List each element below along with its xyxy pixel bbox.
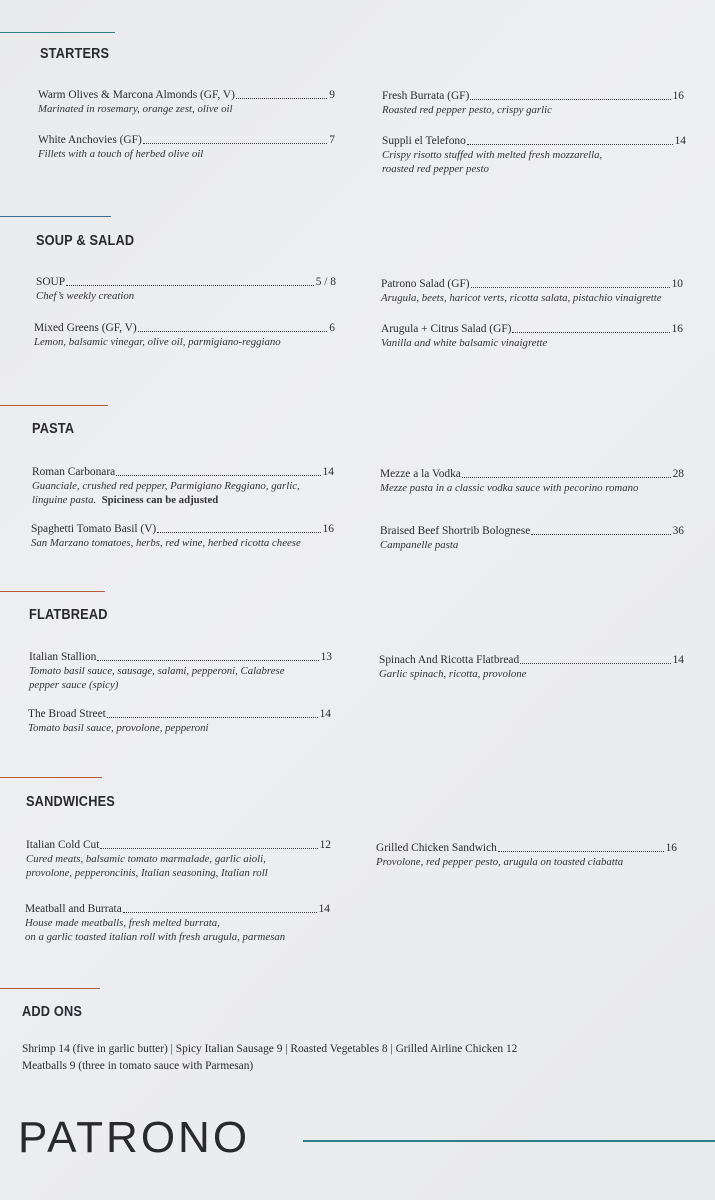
addons-line: Meatballs 9 (three in tomato sauce with Parmesan) <box>22 1060 254 1072</box>
leader-dots <box>467 144 673 145</box>
leader-dots <box>498 851 664 852</box>
leader-dots <box>97 660 318 661</box>
menu-item <box>38 133 335 161</box>
menu-item <box>382 134 686 176</box>
leader-dots <box>100 848 317 849</box>
menu-item <box>26 838 331 880</box>
item-price: 14 <box>672 654 684 666</box>
item-price: 14 <box>674 135 686 147</box>
item-description: on a garlic toasted italian roll with fresh arugula, parmesan <box>25 931 286 943</box>
item-description: Fillets with a touch of herbed olive oil <box>38 148 204 160</box>
item-price: 14 <box>318 903 330 915</box>
section-title-addons: ADD ONS <box>22 1004 83 1020</box>
item-description: Arugula, beets, haricot verts, ricotta salata, pistachio vinaigrette <box>381 292 662 304</box>
item-price: 14 <box>322 466 334 478</box>
item-description: Provolone, red pepper pesto, arugula on toasted ciabatta <box>376 856 624 868</box>
item-description: Tomato basil sauce, provolone, pepperoni <box>28 722 209 734</box>
item-name: White Anchovies (GF) <box>38 134 142 146</box>
leader-dots <box>531 534 670 535</box>
leader-dots <box>462 477 671 478</box>
item-price: 12 <box>319 839 331 851</box>
item-description: Roasted red pepper pesto, crispy garlic <box>382 104 552 116</box>
item-description: Crispy risotto stuffed with melted fresh mozzarella, <box>382 149 603 161</box>
leader-dots <box>66 285 314 286</box>
item-price: 6 <box>329 322 335 334</box>
addons-list <box>22 1041 517 1075</box>
menu-item <box>382 89 684 117</box>
item-price: 7 <box>329 134 335 146</box>
item-description: San Marzano tomatoes, herbs, red wine, herbed ricotta cheese <box>31 537 301 549</box>
item-name: SOUP <box>36 276 66 288</box>
item-description: Cured meats, balsamic tomato marmalade, garlic aioli, <box>26 853 266 865</box>
menu-item <box>36 275 336 303</box>
leader-dots <box>138 331 328 332</box>
leader-dots <box>236 98 327 99</box>
leader-dots <box>520 663 670 664</box>
item-price: 13 <box>320 651 332 663</box>
item-description <box>32 493 334 507</box>
brand-rule <box>303 1140 715 1142</box>
item-description: roasted red pepper pesto <box>382 163 489 175</box>
section-rule <box>0 777 102 778</box>
item-name: Warm Olives & Marcona Almonds (GF, V) <box>38 89 235 101</box>
item-description: Vanilla and white balsamic vinaigrette <box>381 337 548 349</box>
leader-dots <box>157 532 320 533</box>
menu-item <box>381 322 683 350</box>
item-description-cont: linguine pasta. <box>32 494 97 506</box>
item-price: 16 <box>665 842 677 854</box>
section-title-flatbread: FLATBREAD <box>29 607 108 623</box>
item-name: Mezze a la Vodka <box>380 468 461 480</box>
item-description: Guanciale, crushed red pepper, Parmigiano Reggiano, garlic, <box>32 480 300 492</box>
brand-logo: PATRONO <box>18 1113 251 1162</box>
menu-item <box>32 465 334 507</box>
section-title-soup-salad: SOUP & SALAD <box>36 233 135 249</box>
item-name: Grilled Chicken Sandwich <box>376 842 497 854</box>
item-description: pepper sauce (spicy) <box>29 679 119 691</box>
section-rule <box>0 216 111 217</box>
leader-dots <box>471 287 670 288</box>
section-title-starters: STARTERS <box>40 46 110 62</box>
item-name: Italian Cold Cut <box>26 839 100 851</box>
item-price: 14 <box>319 708 331 720</box>
leader-dots <box>107 717 318 718</box>
menu-item <box>34 321 335 349</box>
menu-item <box>38 88 335 116</box>
item-name: Roman Carbonara <box>32 466 116 478</box>
item-name: The Broad Street <box>28 708 106 720</box>
section-rule <box>0 988 100 989</box>
leader-dots <box>116 475 320 476</box>
menu-item <box>381 277 683 305</box>
item-name: Mixed Greens (GF, V) <box>34 322 137 334</box>
item-description: Chef’s weekly creation <box>36 290 135 302</box>
menu-item <box>31 522 334 550</box>
item-price: 36 <box>672 525 684 537</box>
item-description: Mezze pasta in a classic vodka sauce with pecorino romano <box>380 482 639 494</box>
menu-item <box>379 653 684 681</box>
leader-dots <box>512 332 669 333</box>
section-title-pasta: PASTA <box>32 421 75 437</box>
menu-item <box>28 707 331 735</box>
menu-item <box>25 902 330 944</box>
item-name: Spaghetti Tomato Basil (V) <box>31 523 157 535</box>
item-price: 9 <box>329 89 335 101</box>
menu-item <box>380 467 684 495</box>
section-rule <box>0 405 108 406</box>
leader-dots <box>123 912 317 913</box>
item-description: Marinated in rosemary, orange zest, olive oil <box>38 103 233 115</box>
item-description: House made meatballs, fresh melted burrata, <box>25 917 220 929</box>
addons-line: Shrimp 14 (five in garlic butter) | Spicy Italian Sausage 9 | Roasted Vegetables 8 | Grilled Airline Chicken 12 <box>22 1043 518 1055</box>
item-description: Garlic spinach, ricotta, provolone <box>379 668 527 680</box>
leader-dots <box>143 143 328 144</box>
item-description: Campanelle pasta <box>380 539 459 551</box>
item-name: Italian Stallion <box>29 651 97 663</box>
item-name: Spinach And Ricotta Flatbread <box>379 654 520 666</box>
item-description: Lemon, balsamic vinegar, olive oil, parmigiano-reggiano <box>34 336 281 348</box>
item-name: Fresh Burrata (GF) <box>382 90 470 102</box>
item-price: 28 <box>672 468 684 480</box>
item-description: Tomato basil sauce, sausage, salami, pepperoni, Calabrese <box>29 665 285 677</box>
item-price: 16 <box>322 523 334 535</box>
menu-item <box>380 524 684 552</box>
menu-item <box>376 841 677 869</box>
item-description: provolone, pepperoncinis, Italian seasoning, Italian roll <box>26 867 268 879</box>
item-name: Braised Beef Shortrib Bolognese <box>380 525 531 537</box>
item-name: Arugula + Citrus Salad (GF) <box>381 323 512 335</box>
section-rule <box>0 32 115 33</box>
item-name: Meatball and Burrata <box>25 903 122 915</box>
item-name: Suppli el Telefono <box>382 135 466 147</box>
section-rule <box>0 591 105 592</box>
spiciness-note: Spiciness can be adjusted <box>101 494 219 506</box>
leader-dots <box>470 99 670 100</box>
item-price: 10 <box>671 278 683 290</box>
menu-item <box>29 650 332 692</box>
item-name: Patrono Salad (GF) <box>381 278 470 290</box>
item-price: 5 / 8 <box>315 276 336 288</box>
item-price: 16 <box>672 90 684 102</box>
item-price: 16 <box>671 323 683 335</box>
section-title-sandwiches: SANDWICHES <box>26 794 115 810</box>
